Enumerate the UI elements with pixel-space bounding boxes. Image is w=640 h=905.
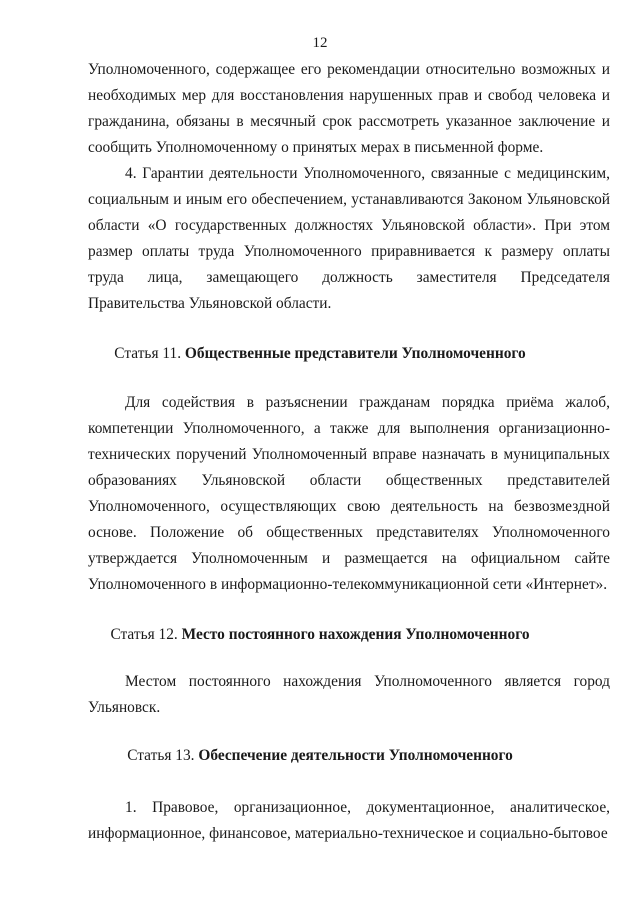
paragraph-text: Уполномоченного, содержащее его рекомендации относительно возможных и необходимых мер для восстановления нарушенных прав и свобод человека и гражданина, обязаны в месячный срок рассмотреть указанное заключение и сообщить Уполномоченному о принятых мерах в письменной форме. (88, 61, 610, 156)
page-number: 12 (312, 35, 328, 51)
paragraph-guarantees (88, 161, 610, 317)
article-number: Статья 12. (110, 626, 182, 643)
article-title: Обеспечение деятельности Уполномоченного (198, 747, 513, 764)
article-13-heading (0, 743, 640, 769)
article-number: Статья 11. (114, 345, 185, 362)
paragraph-location (88, 669, 610, 721)
paragraph-text: Местом постоянного нахождения Уполномоченного является город Ульяновск. (88, 673, 610, 716)
article-number: Статья 13. (127, 747, 199, 764)
article-title: Общественные представители Уполномоченного (184, 345, 526, 362)
paragraph-text: Для содействия в разъяснении гражданам порядка приёма жалоб, компетенции Уполномоченного, а также для выполнения организационно-технических поручений Уполномоченный вправе назначать в муниципальных образованиях Ульяновской области общественных представителей Уполномоченного, осуществляющих свою деятельность на безвозмездной основе. Положение об общественных представителях Уполномоченного утверждается Уполномоченным и размещается на официальном сайте Уполномоченного в информационно-телекоммуникационной сети «Интернет». (88, 394, 610, 593)
paragraph-text: 4. Гарантии деятельности Уполномоченного, связанные с медицинским, социальным и иным его обеспечением, устанавливаются Законом Ульяновской области «О государственных должностях Ульяновской области». При этом размер оплаты труда Уполномоченного приравнивается к размеру оплаты труда лица, замещающего должность заместителя Председателя Правительства Ульяновской области. (88, 165, 610, 312)
paragraph-representatives (88, 390, 610, 598)
article-11-heading (0, 341, 640, 367)
article-title: Место постоянного нахождения Уполномоченного (181, 626, 530, 643)
paragraph-text: 1. Правовое, организационное, документационное, аналитическое, информационное, финансовое, материально-техническое и социально-бытовое (88, 799, 610, 842)
paragraph-continuation (88, 57, 610, 161)
article-12-heading (0, 622, 640, 648)
paragraph-support (88, 795, 610, 847)
